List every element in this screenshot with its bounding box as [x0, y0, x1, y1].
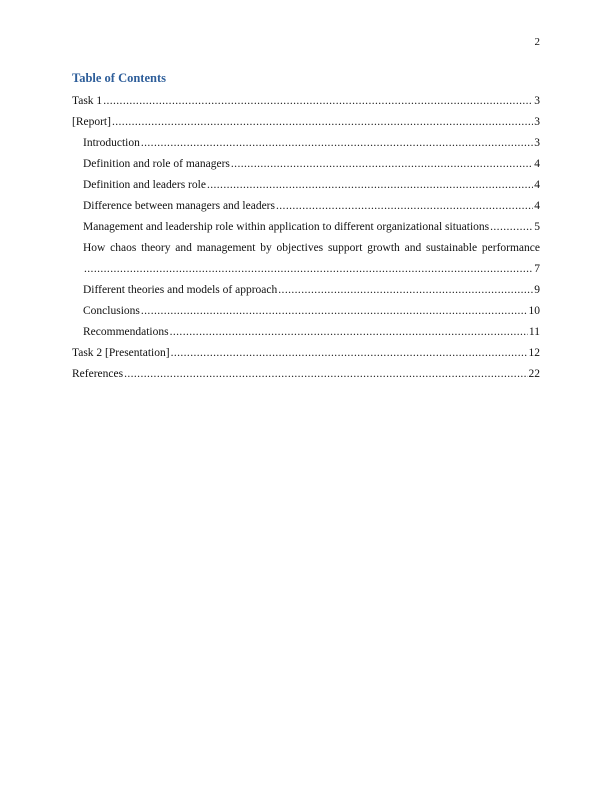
toc-entry-managers-definition[interactable]	[72, 154, 540, 175]
toc-entry-label: Recommendations	[83, 326, 169, 338]
dot-leader	[112, 112, 533, 133]
toc-entry-leaders-definition[interactable]	[72, 175, 540, 196]
toc-entry-theories-models[interactable]	[72, 280, 540, 301]
dot-leader	[141, 301, 528, 322]
toc-entry-page: 11	[528, 326, 540, 338]
toc-entry-label: Task 2 [Presentation]	[72, 347, 170, 359]
toc-entry-page: 4	[534, 200, 540, 212]
toc-entry-label: How chaos theory and management by objectives support growth and sustainable performance	[83, 242, 540, 254]
toc-entry-page: 3	[534, 137, 540, 149]
dot-leader	[171, 343, 528, 364]
toc-entry-page: 3	[534, 95, 540, 107]
dot-leader	[276, 196, 533, 217]
toc-entry-page: 7	[534, 263, 540, 275]
toc-entry-task-2[interactable]	[72, 343, 540, 364]
dot-leader	[170, 322, 528, 343]
toc-entry-label: Introduction	[83, 137, 140, 149]
toc-title: Table of Contents	[72, 71, 166, 85]
dot-leader	[278, 280, 533, 301]
dot-leader	[207, 175, 533, 196]
toc-entry-conclusions[interactable]	[72, 301, 540, 322]
toc-entry-difference[interactable]	[72, 196, 540, 217]
page-number: 2	[534, 36, 540, 48]
toc-entry-label: References	[72, 368, 124, 380]
dot-leader	[103, 91, 533, 112]
dot-leader	[124, 364, 527, 385]
toc-entry-label: Task 1	[72, 95, 103, 107]
toc-entry-report[interactable]	[72, 112, 540, 133]
toc-entry-page: 5	[534, 221, 540, 233]
toc-entry-page: 9	[534, 284, 540, 296]
toc-entry-page: 3	[534, 116, 540, 128]
toc-entry-page: 10	[528, 305, 540, 317]
toc-entry-label: Conclusions	[83, 305, 140, 317]
toc-entry-label: Definition and role of managers	[83, 158, 230, 170]
toc-entry-task-1[interactable]	[72, 91, 540, 112]
toc-entry-management-leadership-role[interactable]	[72, 217, 540, 238]
toc-entry-leader-line	[83, 259, 540, 280]
table-of-contents	[72, 91, 540, 385]
toc-entry-chaos-theory[interactable]	[72, 238, 540, 280]
toc-entry-introduction[interactable]	[72, 133, 540, 154]
toc-entry-recommendations[interactable]	[72, 322, 540, 343]
toc-entry-label: Definition and leaders role	[83, 179, 206, 191]
toc-entry-references[interactable]	[72, 364, 540, 385]
dot-leader	[141, 133, 533, 154]
toc-entry-page: 4	[534, 179, 540, 191]
toc-entry-page: 4	[534, 158, 540, 170]
toc-entry-label: Difference between managers and leaders	[83, 200, 275, 212]
toc-entry-label: Management and leadership role within application to different organizational situations	[83, 221, 490, 233]
toc-entry-page: 22	[528, 368, 540, 380]
toc-entry-page: 12	[528, 347, 540, 359]
toc-entry-label: [Report]	[72, 116, 111, 128]
dot-leader	[231, 154, 533, 175]
toc-entry-label: Different theories and models of approach	[83, 284, 278, 296]
dot-leader	[84, 259, 533, 280]
dot-leader	[490, 217, 533, 238]
